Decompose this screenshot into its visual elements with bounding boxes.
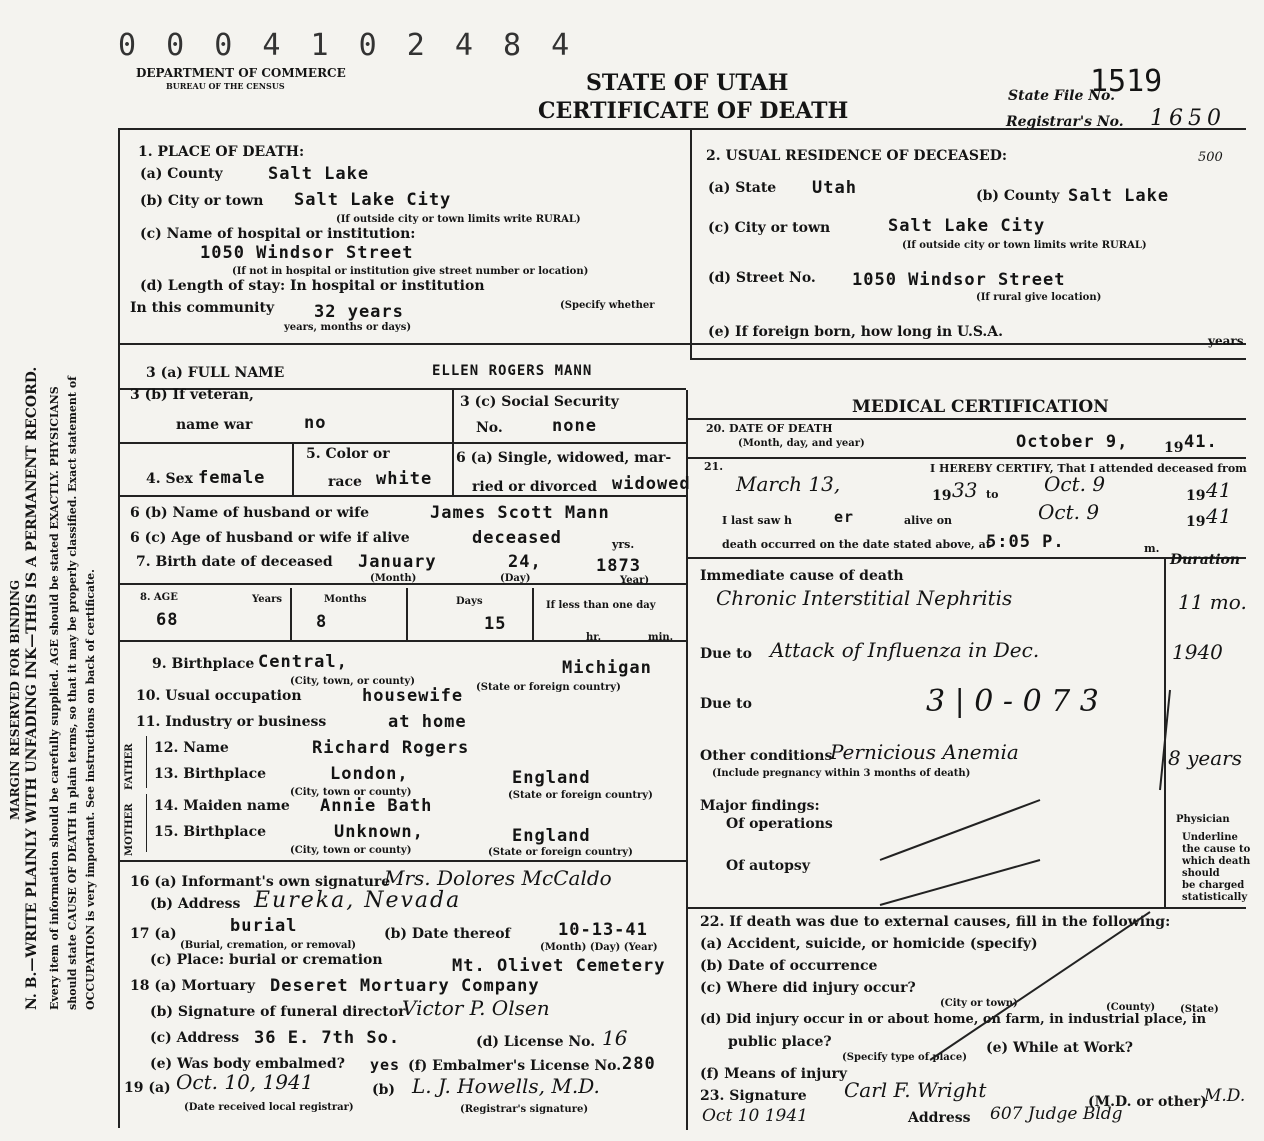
min-label: min. bbox=[648, 632, 674, 643]
due-to-2-label: Due to bbox=[700, 696, 752, 712]
sex-label: 4. Sex bbox=[146, 471, 193, 487]
residence-city-note: (If outside city or town limits write RURAL) bbox=[902, 240, 1147, 251]
street-label: (d) Street No. bbox=[708, 270, 816, 286]
other-conditions-label: Other conditions bbox=[700, 748, 833, 764]
sex: female bbox=[198, 468, 266, 488]
state-file-label: State File No. bbox=[1008, 88, 1116, 104]
external-causes-label: 22. If death was due to external causes, fill in the following: bbox=[700, 914, 1171, 930]
physician-signature-label: 23. Signature bbox=[700, 1088, 807, 1104]
informant-address-label: (b) Address bbox=[150, 896, 241, 912]
immediate-cause: Chronic Interstitial Nephritis bbox=[716, 586, 1013, 610]
to-label: to bbox=[986, 488, 999, 501]
attended-to-prefix: 19 bbox=[1186, 488, 1206, 504]
date-of-death: October 9, bbox=[1016, 432, 1129, 452]
margin-instruction-4: OCCUPATION is very important. See instructions on back of certificate. bbox=[84, 569, 97, 1010]
due-to-1-label: Due to bbox=[700, 646, 752, 662]
dod-year: 41. bbox=[1184, 432, 1218, 452]
certify-number: 21. bbox=[704, 460, 724, 473]
specify-note-2: years, months or days) bbox=[284, 322, 412, 333]
mortuary: Deseret Mortuary Company bbox=[270, 976, 540, 996]
informant-signature: Mrs. Dolores McCaldo bbox=[384, 866, 612, 890]
veteran-label: 3 (b) If veteran, bbox=[130, 387, 254, 403]
funeral-director-label: (b) Signature of funeral director bbox=[150, 1004, 406, 1020]
mother-name-label: 14. Maiden name bbox=[154, 798, 290, 814]
last-saw-year: 41 bbox=[1206, 504, 1232, 528]
age-days: 15 bbox=[484, 614, 507, 634]
other-caption: (Include pregnancy within 3 months of death) bbox=[712, 768, 971, 779]
received-label: 19 (a) bbox=[124, 1080, 171, 1096]
birth-year: 1873 bbox=[596, 556, 641, 576]
funeral-address: 36 E. 7th So. bbox=[254, 1028, 401, 1048]
birthplace-label: 9. Birthplace bbox=[152, 656, 255, 672]
father-name-label: 12. Name bbox=[154, 740, 229, 756]
mother-name: Annie Bath bbox=[320, 796, 433, 816]
residence-state-label: (a) State bbox=[708, 180, 777, 196]
birth-date-label: 7. Birth date of deceased bbox=[136, 554, 333, 570]
father-tag: FATHER bbox=[124, 743, 135, 790]
physician-address: 607 Judge Bldg bbox=[990, 1104, 1123, 1124]
year-caption: Year) bbox=[620, 575, 650, 586]
immediate-duration: 11 mo. bbox=[1178, 590, 1247, 614]
license-number: 16 bbox=[602, 1026, 628, 1050]
registrar-caption: (Registrar's signature) bbox=[460, 1104, 589, 1115]
due-to-1: Attack of Influenza in Dec. bbox=[770, 638, 1040, 662]
war-value: no bbox=[304, 413, 327, 433]
birthplace-city-caption: (City, town, or county) bbox=[290, 676, 415, 687]
department-name: DEPARTMENT OF COMMERCE bbox=[136, 66, 346, 80]
while-at-work-label: (e) While at Work? bbox=[986, 1040, 1133, 1056]
ss-label: 3 (c) Social Security bbox=[460, 394, 619, 410]
state-file-number: 1519 bbox=[1090, 64, 1163, 99]
embalmed-value: yes bbox=[370, 1056, 401, 1074]
margin-instruction-3: should state CAUSE OF DEATH in plain terms, so that it may be properly classified. Exact statement of bbox=[66, 376, 79, 1010]
marital-label-2: ried or divorced bbox=[472, 479, 598, 495]
death-city: Salt Lake City bbox=[294, 190, 452, 210]
margin-instruction-1: N. B.—WRITE PLAINLY WITH UNFADING INK—THIS IS A PERMANENT RECORD. bbox=[24, 366, 40, 1010]
mortuary-label: 18 (a) Mortuary bbox=[130, 978, 255, 994]
medical-title: MEDICAL CERTIFICATION bbox=[852, 397, 1109, 417]
specify-place-caption: (Specify type of place) bbox=[842, 1052, 967, 1063]
mother-city-caption: (City, town or county) bbox=[290, 845, 412, 856]
burial-caption: (Burial, cremation, or removal) bbox=[180, 940, 356, 951]
burial-method: burial bbox=[230, 916, 298, 936]
mother-birthplace-city: Unknown, bbox=[334, 822, 424, 842]
ss-no-label: No. bbox=[476, 420, 503, 436]
last-saw-label: I last saw h bbox=[722, 514, 793, 527]
where-state-caption: (State) bbox=[1180, 1004, 1219, 1015]
time-of-death: 5:05 P. bbox=[986, 532, 1065, 552]
birthplace-state: Michigan bbox=[562, 658, 652, 678]
street-note: (If rural give location) bbox=[976, 292, 1102, 303]
hospital-note: (If not in hospital or institution give street number or location) bbox=[232, 266, 589, 277]
race: white bbox=[376, 469, 433, 489]
attended-from-year: 33 bbox=[952, 478, 978, 502]
funeral-director-signature: Victor P. Olsen bbox=[402, 996, 550, 1020]
residence-county: Salt Lake bbox=[1068, 186, 1170, 206]
certify-text: I HEREBY CERTIFY, That I attended deceased from bbox=[930, 462, 1247, 475]
registrar-signature: L. J. Howells, M.D. bbox=[412, 1074, 600, 1098]
dod-caption: (Month, day, and year) bbox=[738, 438, 865, 449]
last-saw-her: er bbox=[834, 508, 855, 526]
industry-label: 11. Industry or business bbox=[136, 714, 327, 730]
industry: at home bbox=[388, 712, 467, 732]
serial-number: 0 0 0 4 1 0 2 4 8 4 bbox=[118, 28, 576, 63]
duration-label: Duration bbox=[1170, 552, 1241, 568]
hr-label: hr. bbox=[586, 632, 602, 643]
mother-state-caption: (State or foreign country) bbox=[488, 847, 633, 858]
corner-mark: 500 bbox=[1198, 150, 1223, 165]
signature-date: Oct 10 1941 bbox=[702, 1106, 808, 1126]
death-hospital: 1050 Windsor Street bbox=[200, 243, 414, 263]
residence-county-label: (b) County bbox=[976, 188, 1060, 204]
physician-address-label: Address bbox=[908, 1110, 971, 1126]
last-saw-prefix: 19 bbox=[1186, 514, 1206, 530]
means-of-injury-label: (f) Means of injury bbox=[700, 1066, 848, 1082]
residence-city: Salt Lake City bbox=[888, 216, 1046, 236]
residence-street: 1050 Windsor Street bbox=[852, 270, 1066, 290]
md-value: M.D. bbox=[1204, 1086, 1246, 1106]
state-title: STATE OF UTAH bbox=[586, 70, 789, 96]
embalmer-license: 280 bbox=[622, 1054, 656, 1074]
due-to-1-duration: 1940 bbox=[1172, 640, 1223, 664]
dod-label: 20. DATE OF DEATH bbox=[706, 422, 833, 435]
where-county-caption: (County) bbox=[1106, 1002, 1156, 1013]
spouse-name: James Scott Mann bbox=[430, 503, 610, 523]
operations-label: Of operations bbox=[726, 816, 833, 832]
full-name: ELLEN ROGERS MANN bbox=[432, 363, 593, 379]
injury-place-label: (d) Did injury occur in or about home, on farm, in industrial place, in bbox=[700, 1012, 1207, 1027]
spouse-age-label: 6 (c) Age of husband or wife if alive bbox=[130, 530, 410, 546]
dod-year-prefix: 19 bbox=[1164, 440, 1184, 456]
attended-to-year: 41 bbox=[1206, 478, 1232, 502]
father-name: Richard Rogers bbox=[312, 738, 470, 758]
community-label: In this community bbox=[130, 300, 275, 316]
registrar-number: 1650 bbox=[1150, 106, 1226, 131]
birth-month: January bbox=[358, 552, 437, 572]
occupation-label: 10. Usual occupation bbox=[136, 688, 302, 704]
age-months-label: Months bbox=[324, 594, 367, 605]
accident-label: (a) Accident, suicide, or homicide (specify) bbox=[700, 936, 1038, 952]
occurred-label: death occurred on the date stated above, at bbox=[722, 538, 991, 551]
occupation: housewife bbox=[362, 686, 464, 706]
full-name-label: 3 (a) FULL NAME bbox=[146, 365, 285, 381]
informant-address: Eureka, Nevada bbox=[254, 888, 462, 913]
color-label: 5. Color or bbox=[306, 446, 390, 462]
marital-label: 6 (a) Single, widowed, mar- bbox=[456, 450, 672, 466]
birthplace-city: Central, bbox=[258, 652, 348, 672]
race-label: race bbox=[328, 474, 362, 490]
spouse-label: 6 (b) Name of husband or wife bbox=[130, 505, 370, 521]
years-label: years bbox=[1208, 334, 1244, 348]
certificate-title: CERTIFICATE OF DEATH bbox=[538, 98, 849, 124]
alive-label: alive on bbox=[904, 514, 953, 527]
age-years: 68 bbox=[156, 610, 179, 630]
residence-city-label: (c) City or town bbox=[708, 220, 831, 236]
spouse-age: deceased bbox=[472, 528, 562, 548]
foreign-label: (e) If foreign born, how long in U.S.A. bbox=[708, 324, 1004, 340]
occurrence-label: (b) Date of occurrence bbox=[700, 958, 878, 974]
burial-place-label: (c) Place: burial or cremation bbox=[150, 952, 383, 968]
city-note: (If outside city or town limits write RURAL) bbox=[336, 214, 581, 225]
burial-label: 17 (a) bbox=[130, 926, 177, 942]
mother-tag: MOTHER bbox=[124, 803, 135, 856]
m-label: m. bbox=[1144, 542, 1160, 555]
residence-title: 2. USUAL RESIDENCE OF DECEASED: bbox=[706, 148, 1008, 164]
embalmed-label: (e) Was body embalmed? bbox=[150, 1056, 345, 1072]
war-label: name war bbox=[176, 417, 253, 433]
funeral-address-label: (c) Address bbox=[150, 1030, 240, 1046]
father-state-caption: (State or foreign country) bbox=[508, 790, 653, 801]
mother-birthplace-country: England bbox=[512, 826, 591, 846]
attended-to: Oct. 9 bbox=[1044, 472, 1106, 496]
physician-note: Underline the cause to which death should be charged statistically bbox=[1182, 832, 1251, 903]
community-length: 32 years bbox=[314, 302, 404, 322]
month-caption: (Month) bbox=[370, 573, 417, 584]
birthplace-state-caption: (State or foreign country) bbox=[476, 682, 621, 693]
hospital-label: (c) Name of hospital or institution: bbox=[140, 226, 416, 242]
age-label: 8. AGE bbox=[140, 592, 178, 603]
immediate-cause-label: Immediate cause of death bbox=[700, 568, 904, 584]
burial-place: Mt. Olivet Cemetery bbox=[452, 956, 666, 976]
burial-date: 10-13-41 bbox=[558, 920, 648, 940]
due-to-2-code: 3 | 0 - 0 7 3 bbox=[926, 684, 1099, 719]
bureau-name: BUREAU OF THE CENSUS bbox=[166, 81, 285, 91]
last-saw-date: Oct. 9 bbox=[1038, 500, 1100, 524]
embalmer-license-label: (f) Embalmer's License No. bbox=[408, 1058, 622, 1074]
physician-signature: Carl F. Wright bbox=[844, 1078, 987, 1102]
father-city-caption: (City, town or county) bbox=[290, 787, 412, 798]
specify-note: (Specify whether bbox=[560, 300, 655, 311]
attended-from-prefix: 19 bbox=[932, 488, 952, 504]
public-place-label: public place? bbox=[728, 1034, 832, 1050]
other-duration: 8 years bbox=[1168, 746, 1242, 770]
death-county: Salt Lake bbox=[268, 164, 370, 184]
physician-note-title: Physician bbox=[1176, 814, 1230, 825]
margin-instruction-2: Every item of information should be carefully supplied. AGE should be stated EXACTLY. PHYSICIANS bbox=[48, 386, 61, 1010]
received-date: Oct. 10, 1941 bbox=[176, 1070, 314, 1094]
burial-date-caption: (Month) (Day) (Year) bbox=[540, 942, 658, 953]
father-birthplace-city: London, bbox=[330, 764, 409, 784]
mother-birthplace-label: 15. Birthplace bbox=[154, 824, 267, 840]
other-conditions: Pernicious Anemia bbox=[830, 740, 1019, 764]
binding-margin-note: MARGIN RESERVED FOR BINDING bbox=[8, 579, 22, 820]
registrar-number-label: Registrar's No. bbox=[1006, 114, 1124, 130]
informant-signature-label: 16 (a) Informant's own signature bbox=[130, 874, 391, 890]
age-months: 8 bbox=[316, 612, 328, 632]
received-caption: (Date received local registrar) bbox=[184, 1102, 354, 1113]
where-label: (c) Where did injury occur? bbox=[700, 980, 916, 996]
autopsy-label: Of autopsy bbox=[726, 858, 810, 874]
age-days-label: Days bbox=[456, 596, 483, 607]
residence-state: Utah bbox=[812, 178, 857, 198]
license-label: (d) License No. bbox=[476, 1034, 596, 1050]
marital-status: widowed bbox=[612, 474, 691, 494]
birth-day: 24, bbox=[508, 552, 542, 572]
major-findings-label: Major findings: bbox=[700, 798, 820, 814]
day-caption: (Day) bbox=[500, 573, 531, 584]
burial-date-label: (b) Date thereof bbox=[384, 926, 511, 942]
place-of-death-title: 1. PLACE OF DEATH: bbox=[138, 144, 305, 160]
yrs-label: yrs. bbox=[612, 538, 635, 551]
less-than-day-label: If less than one day bbox=[546, 600, 656, 611]
attended-from: March 13, bbox=[736, 472, 841, 496]
registrar-signature-label: (b) bbox=[372, 1082, 396, 1098]
where-city-caption: (City or town) bbox=[940, 998, 1018, 1009]
md-label: (M.D. or other) bbox=[1088, 1094, 1207, 1110]
stay-label: (d) Length of stay: In hospital or institution bbox=[140, 278, 485, 294]
ss-number: none bbox=[552, 416, 597, 436]
county-label: (a) County bbox=[140, 166, 223, 182]
father-birthplace-country: England bbox=[512, 768, 591, 788]
age-years-label: Years bbox=[252, 594, 283, 605]
city-label: (b) City or town bbox=[140, 193, 264, 209]
father-birthplace-label: 13. Birthplace bbox=[154, 766, 267, 782]
